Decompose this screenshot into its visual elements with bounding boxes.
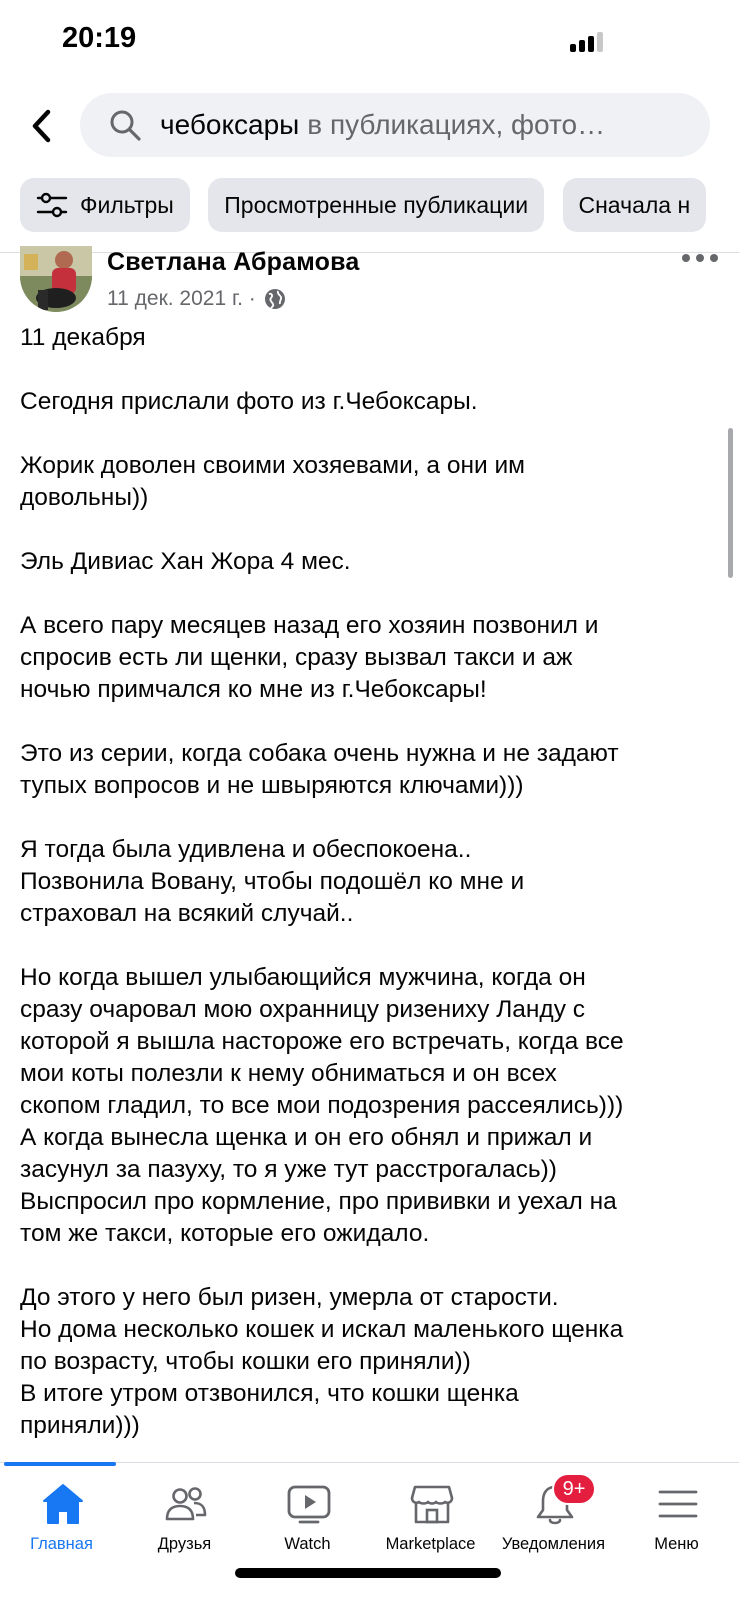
paragraph-gap (20, 802, 720, 834)
watch-icon (286, 1481, 332, 1527)
paragraph-gap (20, 706, 720, 738)
nav-home[interactable] (0, 1463, 123, 1563)
globe-icon (264, 288, 286, 310)
post-text-line: Я тогда была удивлена и обеспокоена.. (20, 836, 472, 863)
post-text-line: страховал на всякий случай.. (20, 900, 354, 927)
post-text-line: тупых вопросов и не швыряются ключами))) (20, 772, 524, 799)
paragraph-gap (20, 1250, 720, 1282)
marketplace-icon (409, 1481, 455, 1527)
post-meta (107, 287, 286, 311)
nav-watch-label: Watch (284, 1535, 331, 1553)
paragraph-gap (20, 578, 720, 610)
viewed-posts-chip[interactable] (208, 178, 544, 232)
post-text-line: А когда вынесла щенка и он его обнял и прижал и (20, 1124, 593, 1151)
sort-newest-chip[interactable] (563, 178, 707, 232)
post-text-line: До этого у него был ризен, умерла от старости. (20, 1284, 559, 1311)
viewed-posts-chip-label: Просмотренные публикации (224, 191, 529, 218)
nav-marketplace-label: Marketplace (385, 1535, 476, 1553)
home-indicator[interactable] (235, 1568, 501, 1578)
post-text-line: Позвонила Вовану, чтобы подошёл ко мне и (20, 868, 525, 895)
post-text-line: ночью примчался ко мне из г.Чебоксары! (20, 676, 487, 703)
filters-chip-label: Фильтры (80, 191, 174, 218)
post-text-line: Это из серии, когда собака очень нужна и не задают (20, 740, 619, 767)
home-icon (40, 1481, 86, 1527)
post-text-line: А всего пару месяцев назад его хозяин позвонил и (20, 612, 599, 639)
post-text-line: Но когда вышел улыбающийся мужчина, когда он (20, 964, 586, 991)
nav-friends[interactable] (123, 1463, 246, 1563)
nav-marketplace[interactable] (369, 1463, 492, 1563)
post-more-options-icon[interactable] (682, 250, 718, 266)
nav-notifications-label: Уведомления (501, 1535, 606, 1553)
paragraph-gap (20, 930, 720, 962)
post-text-line: том же такси, которые его ожидало. (20, 1220, 430, 1247)
paragraph-gap (20, 354, 720, 386)
post-date[interactable]: 11 дек. 2021 г. · (107, 287, 256, 310)
post-text-line: 11 декабря (20, 324, 146, 351)
post-text-line: Эль Дивиас Хан Жора 4 мес. (20, 548, 351, 575)
post-text-line: мои коты полезли к нему обниматься и он всех (20, 1060, 557, 1087)
author-avatar[interactable] (20, 246, 92, 312)
post-text-line: скопом гладил, то все мои подозрения рассеялись))) (20, 1092, 624, 1119)
avatar-photo (20, 246, 92, 312)
search-icon (108, 108, 142, 142)
signal-strength-icon (570, 30, 606, 52)
search-scope-hint: в публикациях, фото… (307, 109, 606, 140)
status-bar (0, 0, 739, 80)
post-text (20, 322, 720, 1442)
sort-newest-chip-label: Сначала н (578, 191, 691, 218)
post-text-line: Сегодня прислали фото из г.Чебоксары. (20, 388, 478, 415)
post-text-line: Но дома несколько кошек и искал маленького щенка (20, 1316, 624, 1343)
post-text-line: которой я вышла настороже его встречать, когда все (20, 1028, 624, 1055)
post-text-line: сразу очаровал мою охранницу ризениху Ланду с (20, 996, 586, 1023)
back-button[interactable] (22, 104, 62, 148)
post-text-line: довольны)) (20, 484, 149, 511)
paragraph-gap (20, 514, 720, 546)
search-input[interactable] (80, 93, 710, 157)
paragraph-gap (20, 418, 720, 450)
nav-menu-label: Меню (654, 1535, 699, 1553)
nav-notifications[interactable] (492, 1463, 615, 1563)
post-text-line: В итоге утром отзвонился, что кошки щенка (20, 1380, 519, 1407)
sliders-icon (36, 191, 68, 219)
nav-watch[interactable] (246, 1463, 369, 1563)
post-text-line: засунул за пазуху, то я уже тут расстрогалась)) (20, 1156, 557, 1183)
filters-chip[interactable] (20, 178, 190, 232)
post-text-line: спросив есть ли щенки, сразу вызвал такси и аж (20, 644, 573, 671)
nav-home-label: Главная (30, 1535, 93, 1553)
bottom-navigation (0, 1462, 739, 1600)
post-author-name[interactable]: Светлана Абрамова (107, 248, 360, 276)
status-time: 20:19 (62, 22, 137, 54)
notification-count-badge: 9+ (552, 1473, 596, 1505)
post-text-line: по возрасту, чтобы кошки его приняли)) (20, 1348, 471, 1375)
nav-menu[interactable] (615, 1463, 738, 1563)
post-text-line: приняли))) (20, 1412, 140, 1439)
nav-friends-label: Друзья (157, 1535, 212, 1553)
post-text-line: Выспросил про кормление, про прививки и уехал на (20, 1188, 617, 1215)
friends-icon (163, 1481, 209, 1527)
chevron-left-icon (30, 108, 54, 144)
search-query-text: чебоксары (160, 109, 300, 140)
filter-chip-row (20, 178, 739, 232)
scrollbar-thumb[interactable] (728, 428, 733, 578)
post-text-line: Жорик доволен своими хозяевами, а они им (20, 452, 526, 479)
menu-icon (655, 1481, 701, 1527)
